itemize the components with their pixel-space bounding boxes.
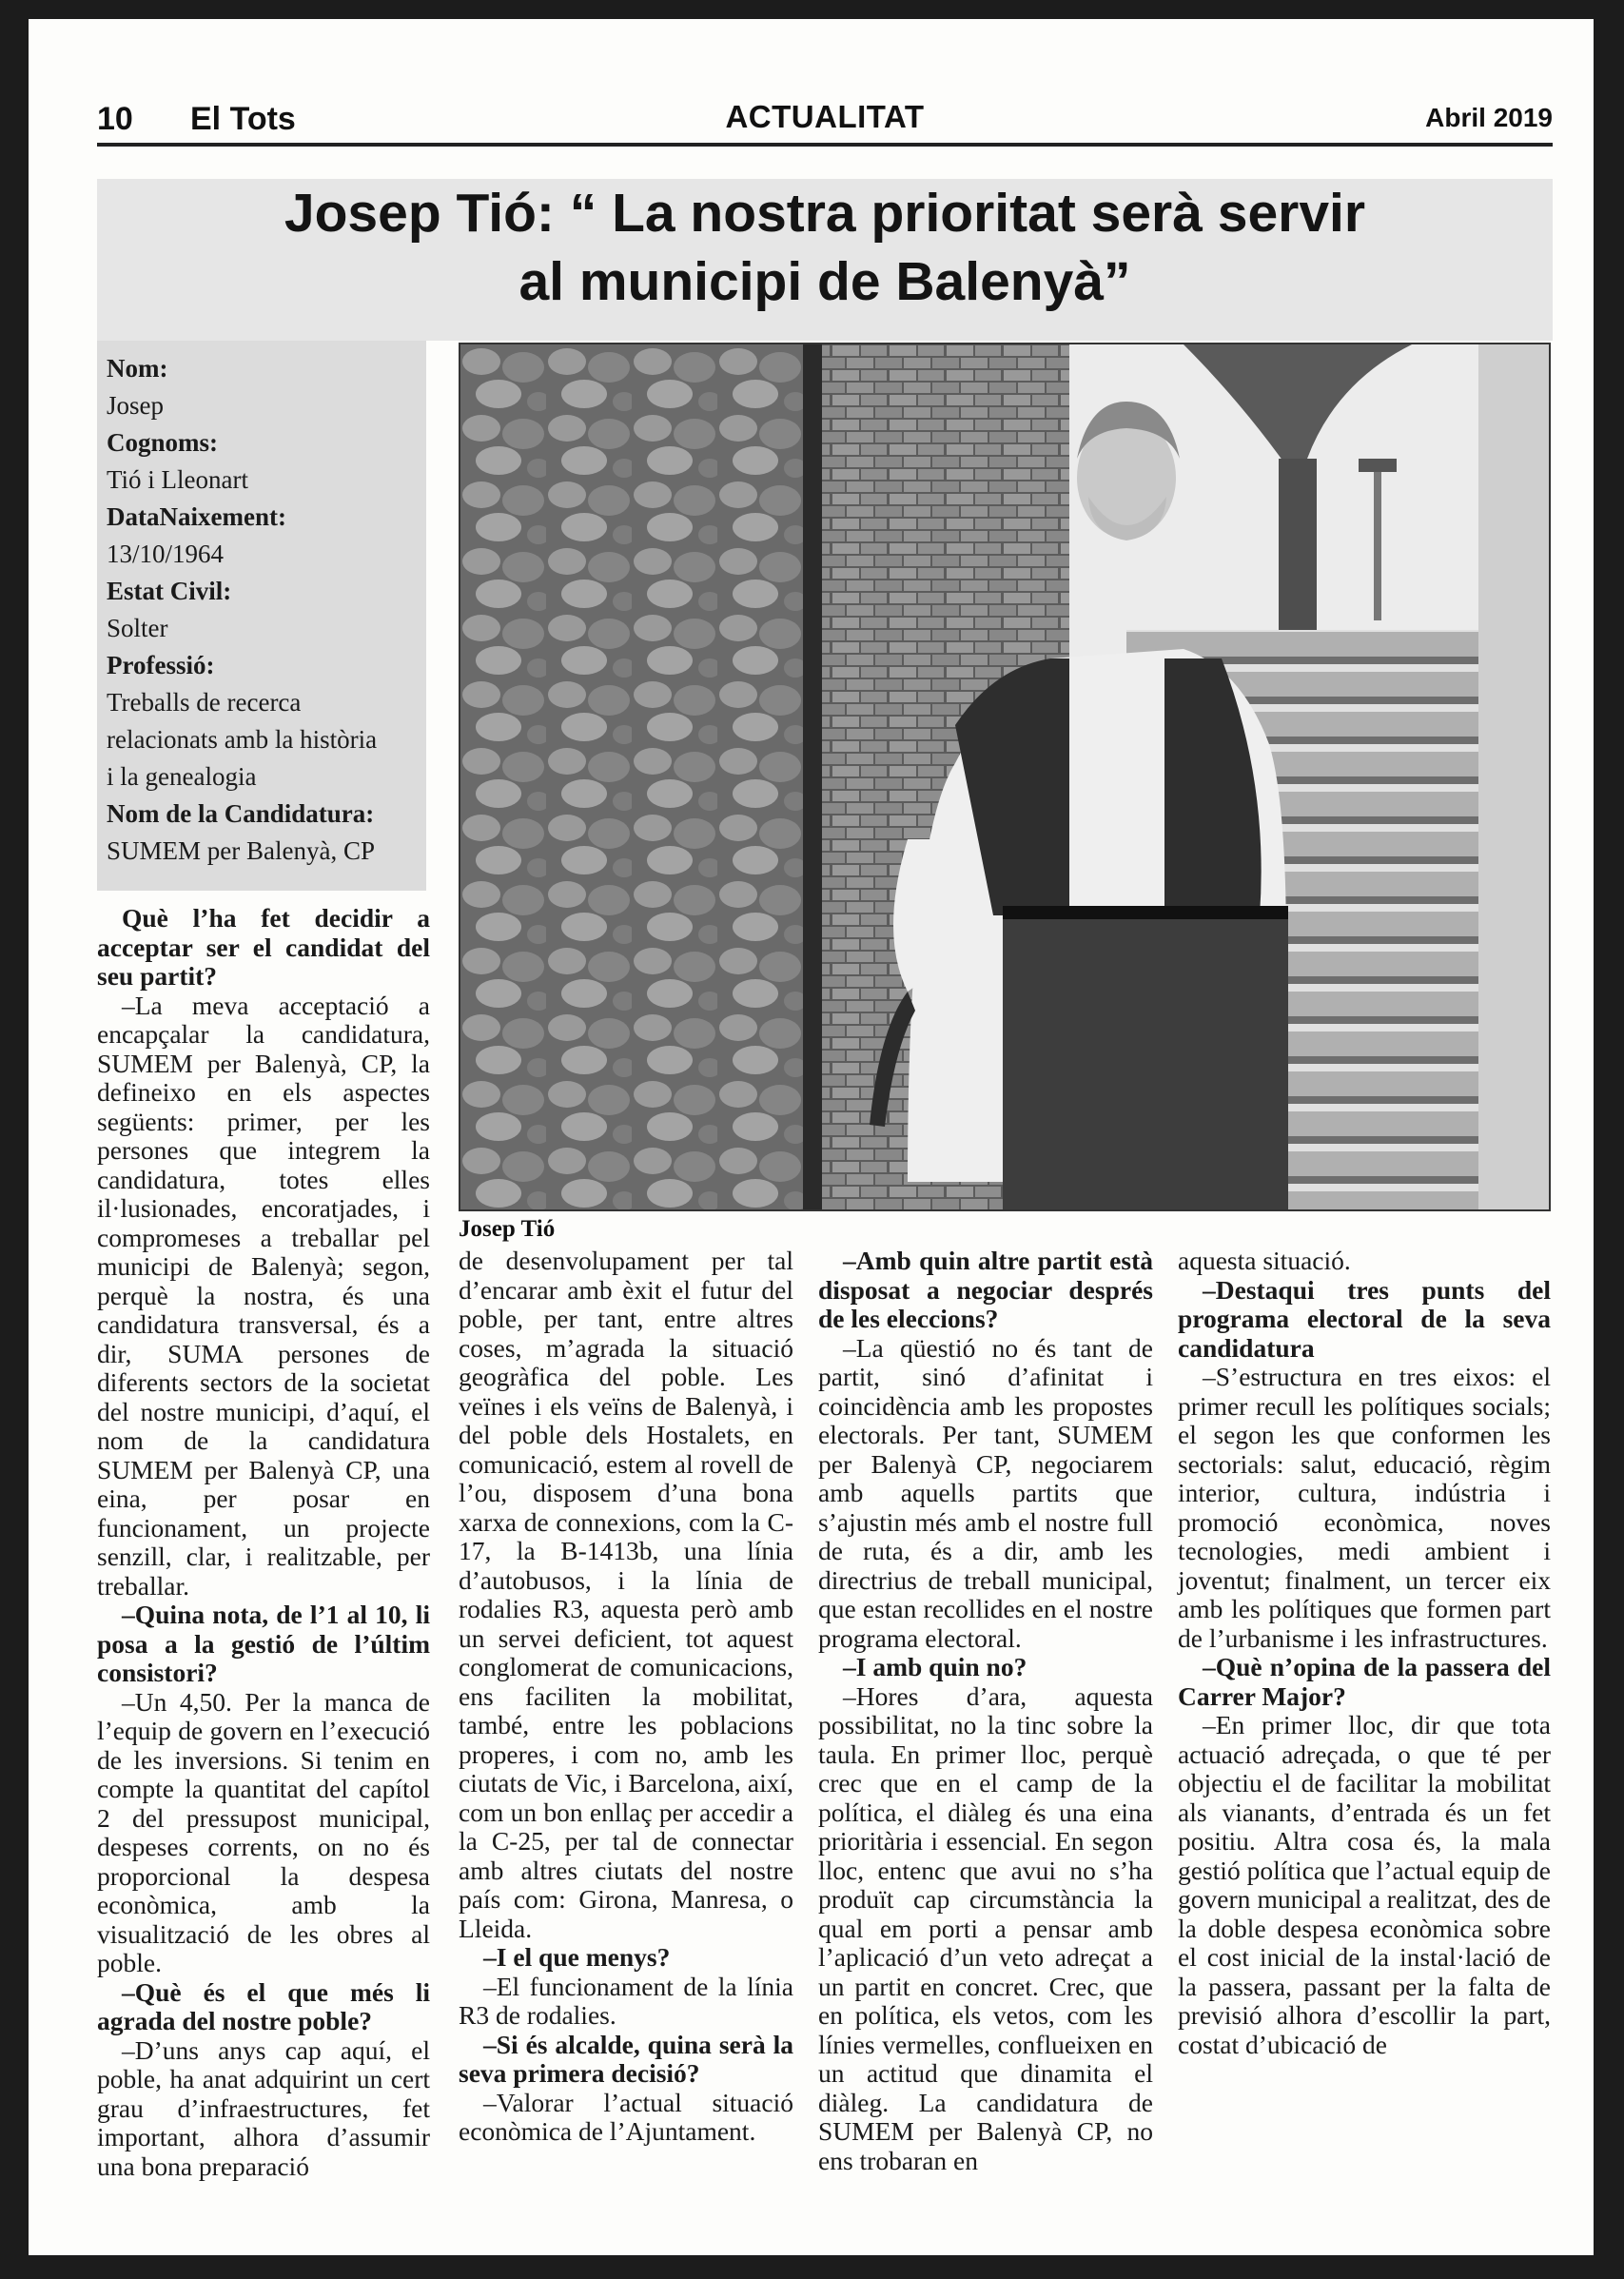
- birthdate-value: 13/10/1964: [107, 540, 225, 568]
- article-column-3: [818, 1247, 1153, 2175]
- question-8: –Destaqui tres punts del programa electoral de la seva candidatura: [1178, 1274, 1551, 1363]
- magazine-page: [29, 19, 1594, 2255]
- profession-label: Professió:: [107, 651, 215, 679]
- name-label: Nom:: [107, 354, 168, 383]
- profession-line-3: i la genealogia: [107, 762, 257, 791]
- page-number: 10: [97, 101, 133, 137]
- article-column-2: [459, 1247, 793, 2147]
- answer-4: –El funcionament de la línia R3 de rodalies.: [459, 1971, 793, 2030]
- question-6: –Amb quin altre partit està disposat a negociar després de les eleccions?: [818, 1246, 1153, 1333]
- profile-factbox: [97, 341, 426, 891]
- answer-7-part-2: aquesta situació.: [1178, 1246, 1351, 1275]
- question-1: Què l’ha fet decidir a acceptar ser el candidat del seu partit?: [97, 903, 430, 991]
- profession-line-1: Treballs de recerca: [107, 688, 302, 717]
- name-value: Josep: [107, 391, 164, 420]
- answer-2: –Un 4,50. Per la manca de l’equip de govern en l’execució de les inversions. Si tenim en compte la quantitat del capítol 2 del pressupost municipal, despeses corrents, on no és proporcional la despesa econòmica, amb la visualització de les obres al poble.: [97, 1686, 430, 1977]
- question-3: –Què és el que més li agrada del nostre poble?: [97, 1976, 430, 2035]
- civil-status-value: Solter: [107, 614, 168, 642]
- portrait-photo-illustration: [460, 344, 1549, 1209]
- question-5: –Si és alcalde, quina serà la seva primera decisió?: [459, 2029, 793, 2088]
- question-4: –I el que menys?: [483, 1942, 671, 1972]
- candidacy-label: Nom de la Candidatura:: [107, 799, 375, 828]
- answer-9: –En primer lloc, dir que tota actuació adreçada, o que té per objectiu el de facilitar la mobilitat als vianants, d’entrada és un fet positiu. Altra cosa és, la mala gestió política que l’actual equip de govern municipal a realitzat, des de la doble despesa econòmica sobre el cost inicial de la instal·lació de la passera, passant per la falta de previsió alhora d’escollir la part, costat d’ubicació de: [1178, 1710, 1551, 2059]
- answer-3-part-1: –D’uns anys cap aquí, el poble, ha anat adquirint un cert grau d’infraestructures, fet important, alhora d’assumir una bona preparació: [97, 2034, 430, 2181]
- answer-8: –S’estructura en tres eixos: el primer recull les polítiques socials; el segon les que conformen les sectorials: salut, educació, règim interior, cultura, indústria i promoció econòmica, noves tecnologies, medi ambient i joventut; finalment, un tercer eix amb les polítiques que formen part de l’urbanisme i les infrastructures.: [1178, 1362, 1551, 1653]
- photo-caption: Josep Tió: [459, 1216, 556, 1242]
- answer-1: –La meva acceptació a encapçalar la candidatura, SUMEM per Balenyà, CP, la defineixo en els aspectes següents: primer, per les persones que integrem la candidatura, totes elles il·lusionades, encoratjades, i compromeses a treballar pel municipi de Balenyà; segon, perquè la nostra, és una candidatura transversal, és a dir, SUMA persones de diferents sectors de la societat del nostre municipi, d’aquí, el nom de la candidatura SUMEM per Balenyà CP, una eina, per posar en funcionament, un projecte senzill, clar, i realitzable, per treballar.: [97, 990, 430, 1601]
- publication-name: El Tots: [190, 101, 296, 137]
- headline-box: [97, 179, 1553, 341]
- headline-line-1: Josep Tió: “ La nostra prioritat serà servir: [284, 183, 1366, 244]
- headline: [97, 179, 1553, 316]
- question-7: –I amb quin no?: [843, 1652, 1027, 1681]
- issue-date: Abril 2019: [1425, 103, 1553, 132]
- section-name: ACTUALITAT: [725, 99, 925, 134]
- surname-value: Tió i Lleonart: [107, 465, 249, 494]
- answer-5: –Valorar l’actual situació econòmica de l’Ajuntament.: [459, 2087, 793, 2146]
- headline-line-2: al municipi de Balenyà”: [519, 251, 1131, 312]
- question-9: –Què n’opina de la passera del Carrer Major?: [1178, 1652, 1551, 1711]
- page-header: [97, 84, 1553, 147]
- profession-line-2: relacionats amb la història: [107, 725, 378, 754]
- article-column-4: [1178, 1247, 1551, 2059]
- birthdate-label: DataNaixement:: [107, 502, 286, 531]
- candidacy-value: SUMEM per Balenyà, CP: [107, 836, 375, 865]
- portrait-photo: [459, 343, 1551, 1211]
- civil-status-label: Estat Civil:: [107, 577, 232, 605]
- question-2: –Quina nota, de l’1 al 10, li posa a la gestió de l’últim consistori?: [97, 1600, 430, 1687]
- answer-7-part-1: –Hores d’ara, aquesta possibilitat, no la tinc sobre la taula. En primer lloc, perquè crec que en el camp de la política, el diàleg és una eina prioritària i essencial. En segon lloc, entenc que avui no s’ha produït cap circumstància la qual em porti a pensar amb l’aplicació d’un veto adreçat a un partit en concret. Crec, que en política, els vetos, com les línies vermelles, conflueixen en un actitud que dinamita el diàleg. La candidatura de SUMEM per Balenyà CP, no ens trobaran en: [818, 1680, 1153, 2175]
- article-column-1: [97, 904, 430, 2181]
- answer-3-part-2: de desenvolupament per tal d’encarar amb èxit el futur del poble, per tant, entre altres coses, m’agrada la situació geogràfica del poble. Les veïnes i els veïns de Balenyà, i del poble dels Hostalets, en comunicació, estem al rovell de l’ou, disposem d’una bona xarxa de connexions, com la C-17, la B-1413b, una línia d’autobusos, i la línia de rodalies R3, aquesta però amb un servei deficient, tot aquest conglomerat de comunicacions, ens faciliten la mobilitat, també, entre les poblacions properes, i com no, amb les ciutats de Vic, i Barcelona, així, com un bon enllaç per accedir a la C-25, per tal de connectar amb altres ciutats del nostre país com: Girona, Manresa, o Lleida.: [459, 1246, 793, 1943]
- surname-label: Cognoms:: [107, 428, 219, 457]
- answer-6: –La qüestió no és tant de partit, sinó d’afinitat i coincidència amb les propostes electorals. Per tant, SUMEM per Balenyà CP, negociarem amb aquells partits que s’ajustin més amb el nostre full de ruta, és a dir, amb les directrius de treball municipal, que estan recollides en el nostre programa electoral.: [818, 1332, 1153, 1653]
